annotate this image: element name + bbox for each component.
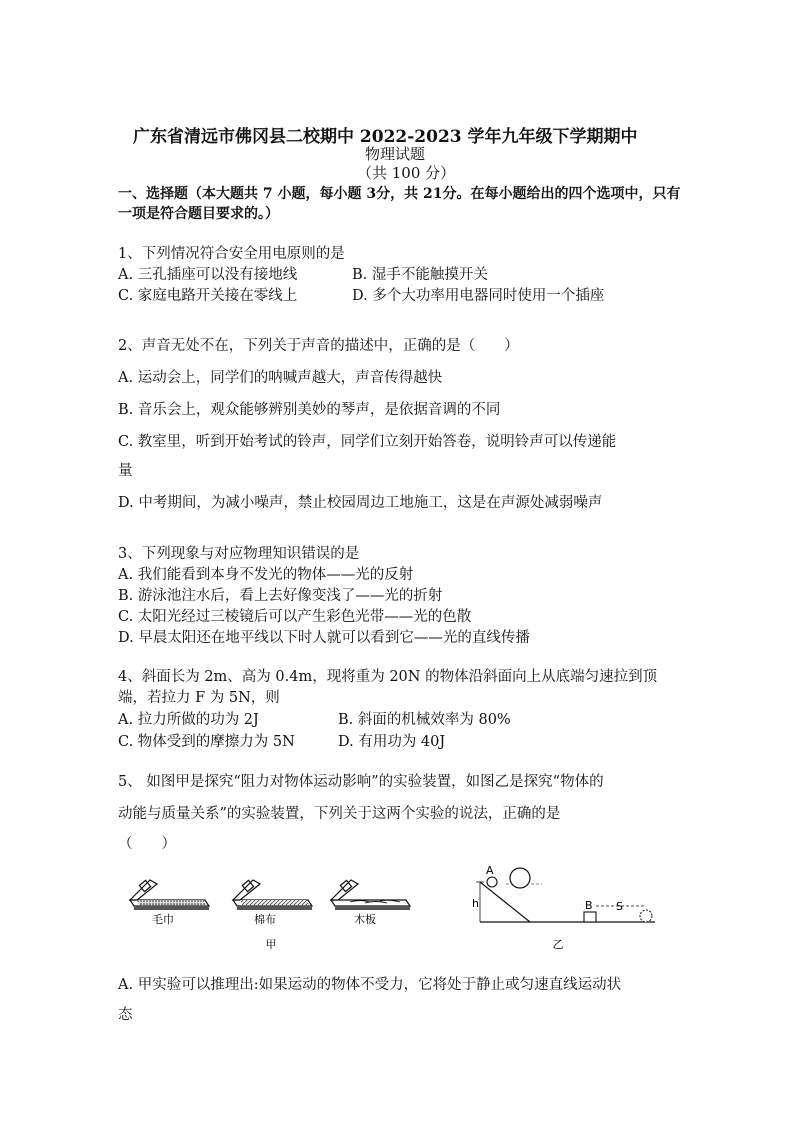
ramp-wood [331, 880, 410, 910]
q2-option-b: B. 音乐会上，观众能够辨别美妙的琴声，是依据音调的不同 [118, 402, 501, 418]
q5-option-a-line1: A. 甲实验可以推理出:如果运动的物体不受力，它将处于静止或匀速直线运动状 [118, 977, 622, 993]
total-score: （共 100 分） [357, 164, 456, 182]
figure-jia [125, 870, 455, 960]
ramp-towel [130, 880, 209, 910]
caption-jia: 甲 [265, 938, 277, 951]
q2-option-c-line2: 量 [118, 463, 133, 479]
q4-option-b: B. 斜面的机械效率为 80% [338, 712, 511, 728]
label-a: A [486, 864, 494, 877]
q1-option-a: A. 三孔插座可以没有接地线 [118, 267, 298, 283]
q2-option-d: D. 中考期间，为减小噪声，禁止校园周边工地施工，这是在声源处减弱噪声 [118, 495, 603, 511]
block-ghost [640, 910, 652, 922]
q5-stem-line3: （ ） [118, 836, 176, 852]
q2-option-c-line1: C. 教室里，听到开始考试的铃声，同学们立刻开始答卷，说明铃声可以传递能 [118, 434, 617, 450]
label-wood: 木板 [354, 913, 376, 926]
q3-option-d: D. 早晨太阳还在地平线以下时人就可以看到它——光的直线传播 [118, 630, 530, 646]
q3-option-a: A. 我们能看到本身不发光的物体——光的反射 [118, 567, 414, 583]
q4-option-c: C. 物体受到的摩擦力为 5N [118, 734, 295, 750]
q2-option-a: A. 运动会上，同学们的呐喊声越大，声音传得越快 [118, 370, 443, 386]
ball-a [487, 877, 497, 887]
q5-stem-line1: 5、 如图甲是探究“阻力对物体运动影响”的实验装置，如图乙是探究“物体的 [118, 774, 604, 790]
label-h: h [472, 897, 479, 910]
q3-stem: 3、下列现象与对应物理知识错误的是 [118, 546, 360, 562]
ball-large [510, 868, 530, 888]
q1-stem: 1、下列情况符合安全用电原则的是 [118, 246, 345, 262]
q1-option-c: C. 家庭电路开关接在零线上 [118, 288, 298, 304]
q3-option-c: C. 太阳光经过三棱镜后可以产生彩色光带——光的色散 [118, 609, 472, 625]
q1-option-d: D. 多个大功率用电器同时使用一个插座 [352, 288, 605, 304]
caption-yi: 乙 [552, 938, 564, 950]
label-s: S [616, 900, 623, 913]
q5-option-a-line2: 态 [118, 1007, 133, 1023]
section-heading-line1: 一、选择题（本大题共 7 小题，每小题 3分，共 21分。在每小题给出的四个选项中，只有 [118, 186, 681, 202]
q4-option-d: D. 有用功为 40J [338, 734, 446, 750]
figure-yi [470, 860, 680, 950]
block-b [584, 912, 596, 922]
q1-option-b: B. 湿手不能触摸开关 [352, 267, 488, 283]
subject-title: 物理试题 [365, 145, 426, 163]
ramp-cotton [233, 880, 312, 910]
q2-stem: 2、声音无处不在，下列关于声音的描述中，正确的是（ ） [118, 338, 519, 354]
q3-option-b: B. 游泳池注水后，看上去好像变浅了——光的折射 [118, 588, 443, 604]
label-towel: 毛巾 [152, 913, 174, 926]
label-cotton: 棉布 [254, 913, 276, 926]
label-b: B [585, 899, 593, 912]
q4-stem-line2: 端，若拉力 F 为 5N，则 [118, 690, 280, 706]
q5-stem-line2: 动能与质量关系”的实验装置，下列关于这两个实验的说法，正确的是 [118, 806, 561, 822]
page-title: 广东省清远市佛冈县二校期中 2022-2023 学年九年级下学期期中 [133, 127, 638, 147]
q4-option-a: A. 拉力所做的功为 2J [118, 712, 259, 728]
section-heading-line2: 一项是符合题目要求的。） [118, 206, 279, 222]
q4-stem-line1: 4、斜面长为 2m、高为 0.4m，现将重为 20N 的物体沿斜面向上从底端匀速拉到顶 [118, 669, 658, 685]
